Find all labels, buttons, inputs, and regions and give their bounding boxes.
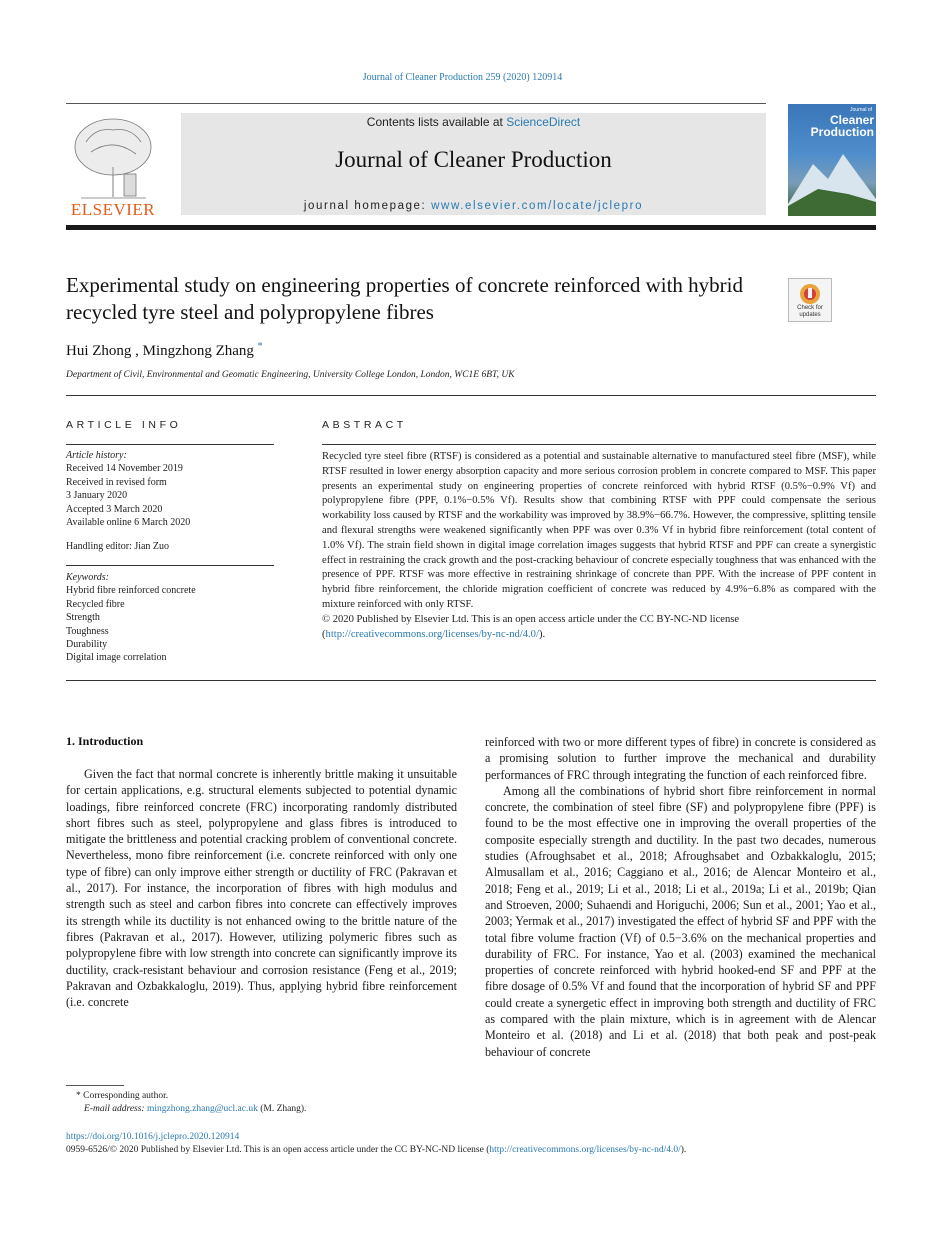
handling-editor: Handling editor: Jian Zuo: [66, 541, 170, 552]
keywords-divider: [66, 565, 274, 566]
email-label: E-mail address:: [84, 1104, 147, 1114]
keyword-item: Toughness: [66, 625, 109, 637]
history-item: Received in revised form: [66, 476, 167, 488]
copyright-license-link[interactable]: http://creativecommons.org/licenses/by-nc-nd/4.0/: [489, 1145, 681, 1155]
body-right-column: [485, 734, 876, 1060]
elsevier-wordmark: ELSEVIER: [70, 200, 156, 219]
footnote-divider: [66, 1085, 124, 1086]
crossmark-label: Check for updates: [797, 305, 823, 318]
sciencedirect-link[interactable]: ScienceDirect: [506, 115, 581, 129]
contents-prefix: Contents lists available at: [366, 115, 507, 129]
homepage-prefix: journal homepage:: [303, 200, 432, 212]
license-link[interactable]: http://creativecommons.org/licenses/by-nc-nd/4.0/: [325, 628, 539, 640]
email-link[interactable]: mingzhong.zhang@ucl.ac.uk: [146, 1104, 258, 1114]
corresponding-author-note: * Corresponding author.: [76, 1091, 169, 1101]
abstract-body: [322, 450, 876, 642]
title-divider: [66, 395, 876, 396]
keyword-item: Digital image correlation: [66, 652, 167, 664]
keyword-item: Durability: [66, 639, 108, 651]
abstract-bottom-divider: [66, 680, 876, 681]
keyword-item: Hybrid fibre reinforced concrete: [66, 585, 196, 597]
doi-link[interactable]: [66, 1132, 239, 1142]
rights-suffix: ).: [538, 628, 546, 640]
section-heading-introduction: 1. Introduction: [66, 734, 144, 748]
abstract-text: Recycled tyre steel fibre (RTSF) is considered as a potential and sustainable alternative to manufactured steel fibre (MSF), while RTSF resulted in lower energy absorption capacity and more serious corrosion problem in concrete compared to MSF. This paper presents an experimental study on engineering properties of concrete reinforced with hybrid RTSF (0.5%−0.9% Vf) and polypropylene fibre (PPF, 0.1%−0.5% Vf). Results show that combining RTSF with PPF could compensate the serious workability loss caused by RTSF and the workability was improved by 38.9%−66.7%. However, the compressive, splitting tensile and flexural strengths were weakened significantly when PPF was over 0.3% Vf in hybrid fibre reinforcement (total content of 1.0% Vf). The strain field shown in digital image correlation images suggests that hybrid RTSF and PPF can create a synergistic effect in restraining the crack growth and the post-cracking behaviour of concrete especially toughness that was enhanced with the presence of PPF. RTSF was more effective in restraining shrinkage of concrete than PPF. With the increase of PPF content in hybrid fibre reinforcement, the chloride migration coefficient of concrete was reduced by 4.9%−6.8% as compared with the mixture reinforced with only RTSF.: [322, 451, 876, 610]
copyright-suffix: ).: [680, 1145, 687, 1155]
history-item: Available online 6 March 2020: [66, 517, 191, 529]
body-paragraph: Among all the combinations of hybrid short fibre reinforcement in normal concrete, the combination of steel fibre (SF) and polypropylene fibre (PPF) is found to be the most effective one in improving the overall properties of the composite especially strength and ductility. In the past two decades, numerous studies (Afroughsabet et al., 2018; Afroughsabet and Ozbakkaloglu, 2015; Almusallam et al., 2016; Caggiano et al., 2016; de Alencar Monteiro et al., 2018; Feng et al., 2019; Li et al., 2018; Li et al., 2019a; Li et al., 2019b; Qian and Stroeven, 2000; Suhaendi and Horiguchi, 2006; Sun et al., 2001; Yao et al., 2003; Yermak et al., 2017) investigated the effect of hybrid SF and PPF with the total fibre volume fraction (Vf) of 0.5−3.6% on the mechanical properties and durability of FRC. For instance, Yao et al. (2003) examined the mechanical properties of concrete reinforced with hybrid hooked-end SF and PPF at the fibre dosage of 0.5% Vf and found that the incorporation of hybrid SF and PPF could create a synergetic effect in improving both strength and ductility of FRC as compared with the plain mixture, which is in agreement with de Alencar Monteiro et al. (2018) and Li et al. (2018) that both peak and post-peak behaviour of concrete: [485, 783, 876, 1059]
author-list: [66, 341, 263, 360]
body-paragraph: Given the fact that normal concrete is inherently brittle making it unsuitable for certain applications, e.g. structural elements subjected to potential dynamic loadings, fibre reinforced concrete (FRC) incorporating randomly distributed short fibres such as steel, polypropylene and glass fibres is introduced to mitigate the brittleness and potential cracking problem of conventional concrete. Nevertheless, mono fibre reinforcement (i.e. concrete reinforced with only one type of fibre) can only improve either strength or ductility of FRC (Pakravan et al., 2017). For instance, the incorporation of fibres with high modulus and strength such as steel and carbon fibres into concrete can effectively improves its strength while its ductility is not enhanced owing to the brittle nature of the fibres (Pakravan et al., 2017). However, utilizing polymeric fibres such as polypropylene fibre with low strength into concrete can significantly improve its ductility, crack-resistant behaviour and corrosion resistance (Feng et al., 2019; Pakravan and Ozbakkaloglu, 2019). Thus, applying hybrid fibre reinforcement (i.e. concrete: [66, 767, 457, 1010]
article-info-label: ARTICLE INFO: [66, 419, 182, 431]
author-names: Hui Zhong , Mingzhong Zhang: [66, 343, 254, 359]
keyword-item: Recycled fibre: [66, 598, 125, 610]
abstract-label: ABSTRACT: [322, 419, 407, 431]
article-info-divider: [66, 444, 274, 445]
cover-title: Cleaner Production: [810, 113, 874, 139]
article-title: Experimental study on engineering properties of concrete reinforced with hybrid recycled tyre steel and polypropylene fibres: [66, 273, 744, 324]
journal-cover-image[interactable]: [788, 104, 876, 216]
email-note: [84, 1103, 306, 1116]
article-history: [66, 449, 274, 529]
journal-reference[interactable]: Journal of Cleaner Production 259 (2020) 120914: [362, 72, 563, 83]
copyright-prefix: 0959-6526/© 2020 Published by Elsevier Ltd. This is an open access article under the CC BY-NC-ND license (: [66, 1145, 490, 1155]
history-item: Accepted 3 March 2020: [66, 503, 163, 515]
history-item: 3 January 2020: [66, 490, 128, 502]
journal-title: Journal of Cleaner Production: [335, 147, 612, 172]
cover-small-text: Journal of: [850, 107, 872, 113]
rights-prefix: © 2020 Published by Elsevier Ltd. This is an open access article under the CC BY-NC-ND license (: [322, 613, 740, 640]
history-item: Received 14 November 2019: [66, 463, 183, 475]
affiliation: Department of Civil, Environmental and Geomatic Engineering, University College London, London, WC1E 6BT, UK: [66, 370, 515, 380]
body-left-column: [66, 766, 457, 1010]
check-for-updates-button[interactable]: [788, 278, 832, 322]
homepage-line: [181, 200, 766, 212]
contents-line: [181, 115, 766, 129]
keyword-item: Strength: [66, 612, 100, 624]
header-divider: [66, 103, 766, 104]
keywords: [66, 571, 274, 665]
corresponding-author-mark[interactable]: *: [257, 341, 263, 352]
copyright-line: [66, 1145, 686, 1155]
doi-text[interactable]: https://doi.org/10.1016/j.jclepro.2020.120914: [66, 1132, 240, 1142]
body-paragraph: reinforced with two or more different types of fibre) in concrete is considered as a promising solution to further improve the mechanical and durability performances of FRC through integrating the function of each reinforced fibre.: [485, 735, 876, 782]
mountain-icon: [788, 144, 876, 216]
abstract-divider: [322, 444, 876, 445]
homepage-link[interactable]: www.elsevier.com/locate/jclepro: [431, 200, 644, 212]
abstract-rights: [322, 613, 876, 643]
header-thick-divider: [66, 225, 876, 230]
crossmark-icon: [798, 282, 822, 306]
email-suffix: (M. Zhang).: [257, 1104, 307, 1114]
keywords-title: Keywords:: [66, 572, 109, 583]
history-title: Article history:: [66, 450, 127, 461]
